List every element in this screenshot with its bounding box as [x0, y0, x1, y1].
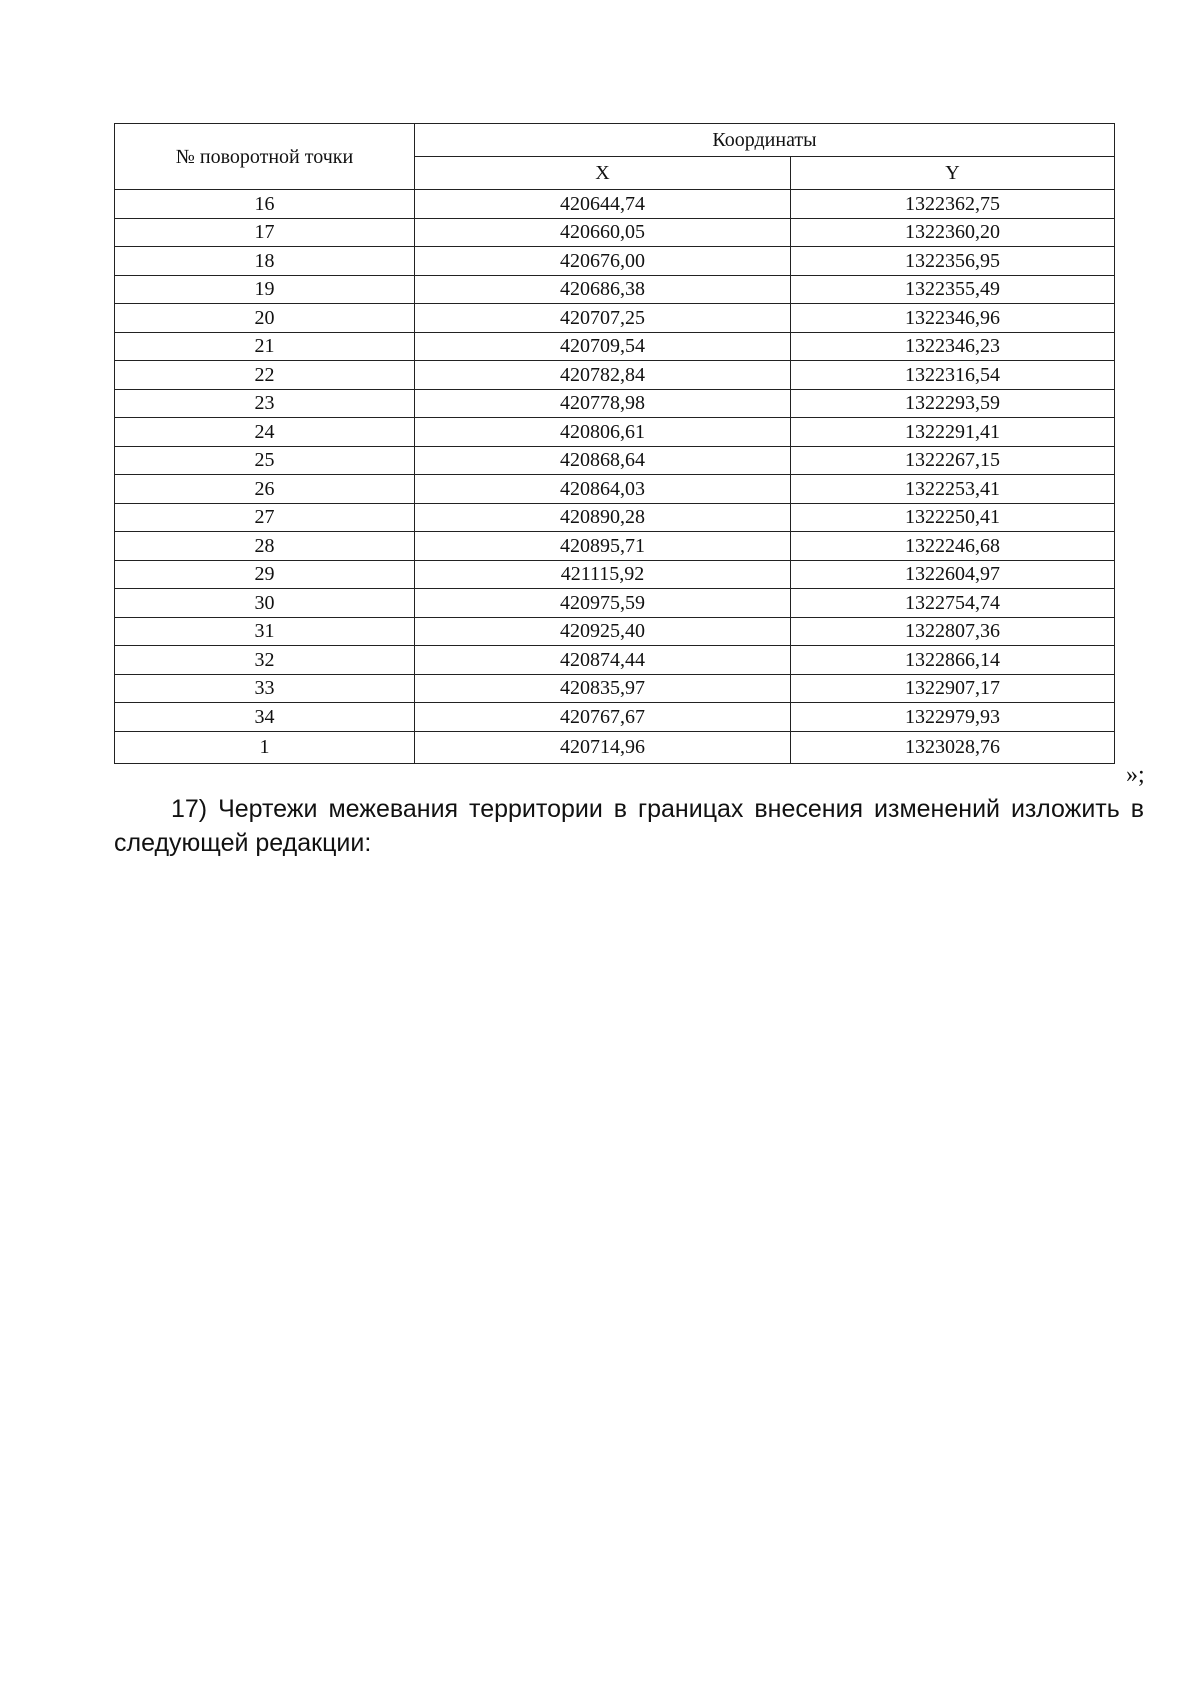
y-coordinate-cell: 1323028,76 [791, 731, 1115, 763]
point-number-cell: 34 [115, 703, 415, 732]
y-coordinate-cell: 1322346,23 [791, 332, 1115, 361]
table-row [115, 532, 1115, 561]
x-coordinate-cell: 420806,61 [415, 418, 791, 447]
table-row [115, 703, 1115, 732]
table-row [115, 247, 1115, 276]
table-row [115, 731, 1115, 763]
y-coordinate-cell: 1322360,20 [791, 218, 1115, 247]
point-number-cell: 22 [115, 361, 415, 390]
y-coordinate-cell: 1322907,17 [791, 674, 1115, 703]
table-row [115, 646, 1115, 675]
x-coordinate-cell: 420644,74 [415, 190, 791, 219]
table-row [115, 389, 1115, 418]
x-coordinate-cell: 420778,98 [415, 389, 791, 418]
y-coordinate-cell: 1322316,54 [791, 361, 1115, 390]
y-coordinate-cell: 1322253,41 [791, 475, 1115, 504]
point-number-cell: 29 [115, 560, 415, 589]
point-number-cell: 16 [115, 190, 415, 219]
y-coordinate-cell: 1322355,49 [791, 275, 1115, 304]
x-coordinate-cell: 420767,67 [415, 703, 791, 732]
x-coordinate-cell: 420975,59 [415, 589, 791, 618]
x-coordinate-cell: 420660,05 [415, 218, 791, 247]
y-column-header: Y [791, 157, 1115, 190]
paragraph-text: 17) Чертежи межевания территории в границах внесения изменений изложить в следующей редакции: [114, 795, 1144, 857]
point-number-cell: 17 [115, 218, 415, 247]
y-coordinate-cell: 1322866,14 [791, 646, 1115, 675]
y-coordinate-cell: 1322807,36 [791, 617, 1115, 646]
point-number-cell: 1 [115, 731, 415, 763]
x-coordinate-cell: 421115,92 [415, 560, 791, 589]
x-coordinate-cell: 420925,40 [415, 617, 791, 646]
y-coordinate-cell: 1322291,41 [791, 418, 1115, 447]
point-number-cell: 28 [115, 532, 415, 561]
table-row [115, 475, 1115, 504]
point-number-header: № поворотной точки [115, 124, 415, 190]
x-coordinate-cell: 420782,84 [415, 361, 791, 390]
point-number-cell: 24 [115, 418, 415, 447]
y-coordinate-cell: 1322979,93 [791, 703, 1115, 732]
point-number-cell: 27 [115, 503, 415, 532]
x-coordinate-cell: 420686,38 [415, 275, 791, 304]
point-number-cell: 19 [115, 275, 415, 304]
x-column-header: X [415, 157, 791, 190]
closing-quote-mark: »; [1126, 762, 1145, 788]
point-number-cell: 18 [115, 247, 415, 276]
table-row [115, 446, 1115, 475]
body-paragraph [114, 792, 1144, 860]
coordinates-header: Координаты [415, 124, 1115, 157]
y-coordinate-cell: 1322604,97 [791, 560, 1115, 589]
table-row [115, 503, 1115, 532]
y-coordinate-cell: 1322250,41 [791, 503, 1115, 532]
x-coordinate-cell: 420874,44 [415, 646, 791, 675]
point-number-cell: 23 [115, 389, 415, 418]
table-row [115, 190, 1115, 219]
y-coordinate-cell: 1322356,95 [791, 247, 1115, 276]
table-row [115, 560, 1115, 589]
point-number-cell: 31 [115, 617, 415, 646]
point-number-cell: 21 [115, 332, 415, 361]
table-row [115, 418, 1115, 447]
table-row [115, 218, 1115, 247]
x-coordinate-cell: 420835,97 [415, 674, 791, 703]
y-coordinate-cell: 1322293,59 [791, 389, 1115, 418]
point-number-cell: 20 [115, 304, 415, 333]
table-row [115, 674, 1115, 703]
y-coordinate-cell: 1322267,15 [791, 446, 1115, 475]
x-coordinate-cell: 420864,03 [415, 475, 791, 504]
y-coordinate-cell: 1322346,96 [791, 304, 1115, 333]
y-coordinate-cell: 1322246,68 [791, 532, 1115, 561]
x-coordinate-cell: 420709,54 [415, 332, 791, 361]
x-coordinate-cell: 420707,25 [415, 304, 791, 333]
point-number-cell: 30 [115, 589, 415, 618]
table-row [115, 589, 1115, 618]
y-coordinate-cell: 1322362,75 [791, 190, 1115, 219]
y-coordinate-cell: 1322754,74 [791, 589, 1115, 618]
point-number-cell: 26 [115, 475, 415, 504]
table-row [115, 617, 1115, 646]
table-row [115, 361, 1115, 390]
table-row [115, 275, 1115, 304]
point-number-cell: 33 [115, 674, 415, 703]
x-coordinate-cell: 420714,96 [415, 731, 791, 763]
x-coordinate-cell: 420890,28 [415, 503, 791, 532]
point-number-cell: 25 [115, 446, 415, 475]
x-coordinate-cell: 420676,00 [415, 247, 791, 276]
point-number-cell: 32 [115, 646, 415, 675]
coordinates-table [114, 123, 1115, 764]
table-row [115, 304, 1115, 333]
x-coordinate-cell: 420895,71 [415, 532, 791, 561]
table-row [115, 332, 1115, 361]
x-coordinate-cell: 420868,64 [415, 446, 791, 475]
